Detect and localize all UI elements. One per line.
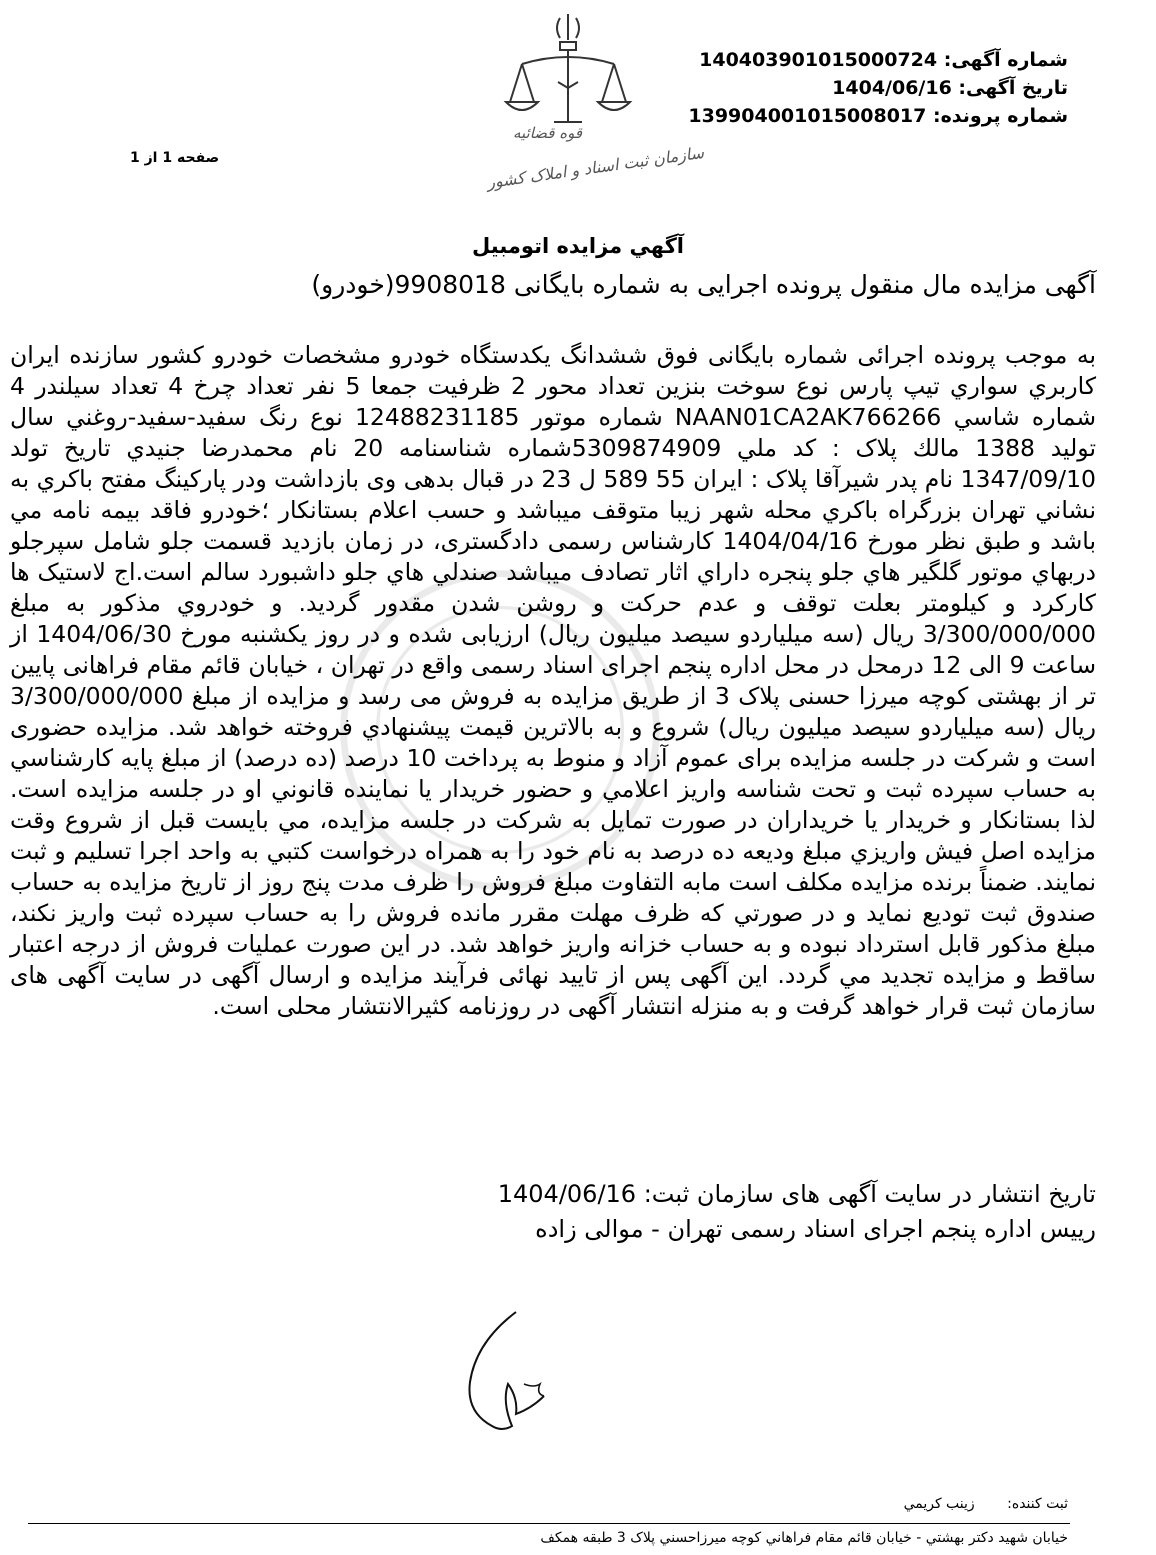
ad-number-row [648,46,1068,74]
emblem-caption-bottom: سازمان ثبت اسناد و املاک کشور [485,142,706,193]
file-number: 139904001015008017 [688,105,927,127]
file-number-row [648,102,1068,130]
page-number: صفحه 1 از 1 [130,150,220,166]
footer-divider [28,1523,1070,1524]
registrar-label: ثبت کننده: [1007,1496,1068,1512]
ad-date-label: تاریخ آگهی: [958,77,1068,99]
registrar [904,1496,1068,1512]
notice-body: به موجب پرونده اجرائی شماره بایگانی فوق ششدانگ یکدستگاه خودرو مشخصات خودرو کشور سازنده ایران کاربري سواري تیپ پارس نوع سوخت بنزین تعداد محور 2 ظرفیت جمعا 5 نفر تعداد چرخ 4 تعداد سیلندر 4 شماره شاسي NAAN01CA2AK766266 شماره موتور 12488231185 نوع رنگ سفید-سفید-روغني سال تولید 1388 مالك پلاک : کد ملي 5309874909شماره شناسنامه 20 نام محمدرضا جنیدي تاریخ تولد 1347/09/10 نام پدر شیرآقا پلاک : ایران 55 589 ل 23 در قبال بدهی وی بازداشت ودر پارکینگ مفتح باکري به نشاني تهران بزرگراه باکري محله شهر زیبا متوقف میباشد و حسب اعلام بستانکار ؛خودرو فاقد بیمه نامه مي باشد و طبق نظر مورخ 1404/04/16 کارشناس رسمی دادگستری، در زمان بازدید قسمت جلو شامل سپرجلو دربهاي موتور گلگیر هاي جلو پنجره داراي اثار تصادف میباشد صندلي هاي جلو داشبورد سالم است.اج لاستیک ها کارکرد و کیلومتر بعلت توقف و عدم حرکت و روشن شدن مقدور گردید. و خودروي مذکور به مبلغ 3/300/000/000 ریال (سه میلیاردو سیصد میلیون ریال) ارزیابی شده و در روز یکشنبه مورخ 1404/06/30 از ساعت 9 الی 12 درمحل در محل اداره پنجم اجرای اسناد رسمی واقع در تهران ، خیابان قائم مقام فراهانی پایین تر از بهشتی کوچه میرزا حسنی پلاک 3 از طریق مزایده به فروش می رسد و مزایده از مبلغ 3/300/000/000 ریال (سه میلیاردو سیصد میلیون ریال) شروع و به بالاترین قیمت پیشنهادي فروخته خواهد شد. مزایده حضوری است و شرکت در جلسه مزایده برای عموم آزاد و منوط به پرداخت 10 درصد (ده درصد) از مبلغ پایه کارشناسي به حساب سپرده ثبت و تحت شناسه واریز اعلامي و حضور خریدار یا نماینده قانوني او در جلسه مزایده است. لذا بستانکار و خریدار یا خریداران در صورت تمایل به شرکت در جلسه مزایده، مي بایست قبل از شروع وقت مزایده اصل فیش واریزي مبلغ ودیعه ده درصد به نام خود را به همراه درخواست کتبي به واحد اجرا تسلیم و ثبت نمایند. ضمناً برنده مزایده مکلف است مابه التفاوت مبلغ فروش را ظرف مدت پنج روز از تاریخ مزایده به حساب صندوق ثبت تودیع نماید و در صورتي که ظرف مهلت مقرر مانده فروش را به حساب سپرده ثبت واریز نکند، مبلغ مذکور قابل استرداد نبوده و به حساب خزانه واریز خواهد شد. در این صورت عملیات فروش از درجه اعتبار ساقط و مزایده تجدید مي گردد. این آگهی پس از تایید نهائی فرآیند مزایده و ارسال آگهی در سایت آگهی های سازمان ثبت قرار خواهد گرفت و به منزله انتشار آگهی در روزنامه کثیرالانتشار محلی است. [10,341,1097,1020]
signature-icon [424,1292,594,1462]
notice-meta [648,46,1068,130]
page-title: آگهي مزایده اتومبیل [472,234,684,258]
ad-number-label: شماره آگهی: [943,49,1068,71]
ad-date: 1404/06/16 [832,77,952,99]
registrar-name: زینب کریمي [903,1496,975,1512]
file-number-label: شماره پرونده: [932,105,1068,127]
ad-date-row [648,74,1068,102]
emblem-caption-top: قوه قضائیه [512,124,582,142]
publish-date-line: تاریخ انتشار در سایت آگهی های سازمان ثبت: 1404/06/16 [497,1180,1096,1208]
page-subtitle: آگهی مزایده مال منقول پرونده اجرایی به شماره بایگانی 9908018(خودرو) [311,270,1096,299]
ad-number: 140403901015000724 [699,49,938,71]
office-address: خیابان شهید دکتر بهشتي - خیابان قائم مقام فراهاني کوچه میرزاحسني پلاک 3 طبقه همکف [540,1530,1068,1546]
chief-signature-line: رییس اداره پنجم اجرای اسناد رسمی تهران - موالی زاده [535,1215,1096,1243]
